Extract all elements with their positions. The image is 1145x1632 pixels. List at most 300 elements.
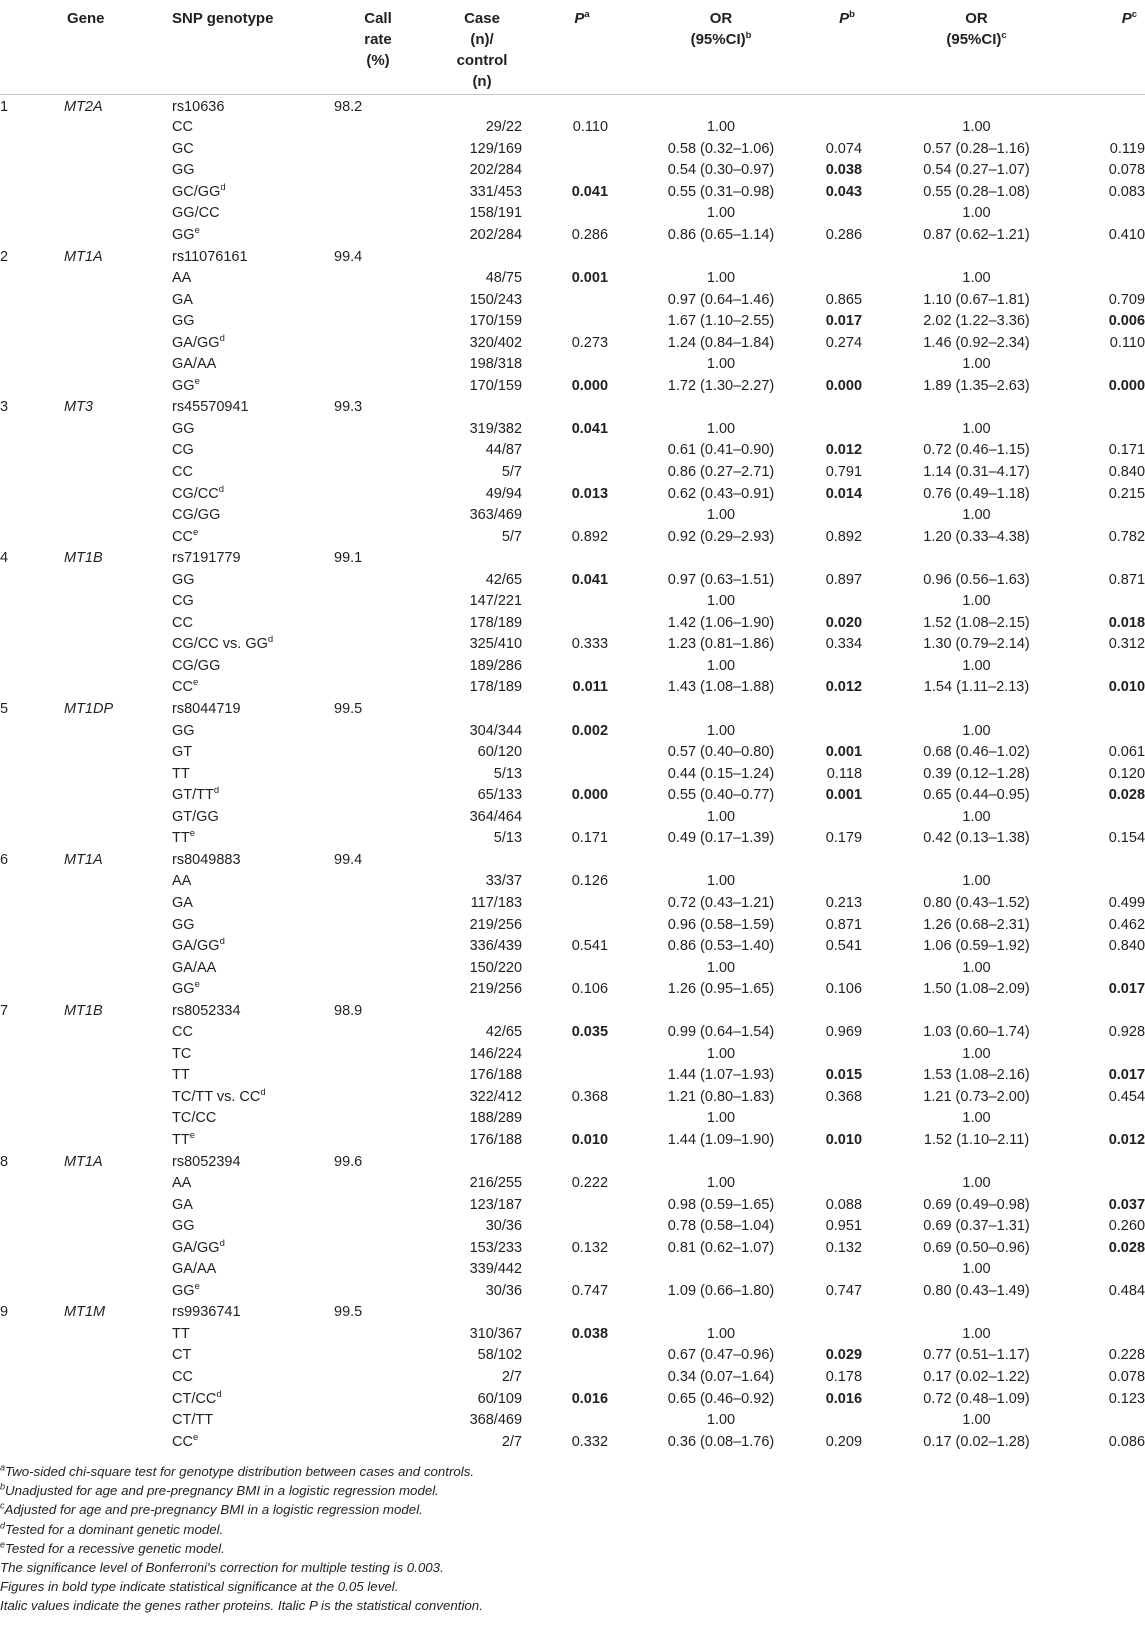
cell-p-a: 0.010 (571, 1131, 609, 1148)
cell-or-unadjusted: 0.97 (0.64–1.46) (667, 291, 775, 308)
cell-or-unadjusted: 1.00 (706, 1110, 736, 1127)
cell-p-a: 0.002 (571, 722, 609, 739)
cell-number (0, 1194, 60, 1216)
cell-p-a (538, 591, 626, 613)
table-row (0, 828, 1145, 850)
table-row (0, 1366, 1145, 1388)
cell-or-unadjusted: 1.00 (706, 119, 736, 136)
cell-call-rate (330, 978, 426, 1000)
cell-snp-genotype: TC/CC (172, 1110, 217, 1127)
header-or-unadjusted: OR $(95\%CI)^b$ (626, 0, 816, 94)
table-row (0, 181, 1145, 203)
cell-snp-genotype: TC (172, 1045, 192, 1062)
table-row (0, 504, 1145, 526)
footnote: $^b$Unadjusted for age and pre-pregnancy BMI in a logistic regression model. (0, 1481, 439, 1499)
cell-or-unadjusted: 0.55 (0.40–0.77) (667, 787, 775, 804)
footnote-marker: e (194, 1280, 200, 1292)
cell-snp-genotype: TT (172, 1325, 190, 1342)
cell-number: 1 (0, 98, 9, 115)
cell-number (0, 1388, 60, 1410)
cell-snp-genotype: $GG^e$ (172, 979, 200, 998)
cell-or-adjusted (878, 94, 1075, 117)
footnote-marker: b (0, 1481, 6, 1492)
cell-case-control: 322/412 (469, 1088, 523, 1105)
cell-p-b: 0.016 (825, 1390, 863, 1407)
cell-or-unadjusted: 1.00 (706, 420, 736, 437)
cell-case-control: 202/284 (469, 227, 523, 243)
cell-p-c: 0.083 (1108, 183, 1145, 200)
cell-p-a (538, 741, 626, 763)
cell-p-c: 0.061 (1108, 744, 1145, 761)
cell-snp-genotype: CG (172, 442, 194, 459)
cell-p-c: 0.454 (1108, 1088, 1145, 1105)
cell-p-c: 0.078 (1108, 1368, 1145, 1385)
cell-call-rate (330, 677, 426, 699)
cell-p-b: 0.020 (825, 614, 863, 631)
cell-snp-genotype: CC (172, 1024, 193, 1041)
cell-p-c (1075, 849, 1145, 871)
cell-gene (60, 720, 168, 742)
cell-snp-genotype: CC (172, 614, 193, 631)
cell-or-unadjusted (626, 397, 816, 419)
cell-snp-genotype: GG (172, 722, 195, 739)
cell-number (0, 1258, 60, 1280)
cell-or-unadjusted (626, 1151, 816, 1173)
cell-case-control: 319/382 (469, 420, 523, 437)
cell-case-control: 147/221 (469, 593, 523, 610)
cell-call-rate (330, 160, 426, 182)
cell-gene (60, 957, 168, 979)
cell-p-a (538, 203, 626, 225)
cell-snp-genotype: GG/CC (172, 205, 220, 222)
cell-p-b: 0.012 (825, 679, 863, 696)
cell-or-unadjusted (626, 1302, 816, 1324)
cell-snp-genotype: CC (172, 464, 193, 481)
table-row (0, 569, 1145, 591)
cell-case-control: 30/36 (485, 1282, 523, 1299)
cell-or-adjusted: 1.00 (962, 1261, 991, 1278)
cell-p-a: 0.106 (571, 981, 609, 998)
cell-call-rate (330, 203, 426, 225)
cell-number (0, 1280, 60, 1302)
cell-number (0, 1086, 60, 1108)
cell-or-unadjusted: 0.99 (0.64–1.54) (667, 1024, 775, 1041)
cell-call-rate (330, 526, 426, 548)
footnote: $^a$Two-sided chi-square test for genotype distribution between cases and controls. (0, 1462, 475, 1479)
cell-case-control: 339/442 (469, 1261, 523, 1278)
footnote: Figures in bold type indicate statistical significance at the 0.05 level. (0, 1579, 399, 1595)
cell-or-unadjusted (626, 1258, 816, 1280)
table-row (0, 1258, 1145, 1280)
cell-gene (60, 892, 168, 914)
cell-p-c: 0.709 (1108, 291, 1145, 308)
cell-number: 3 (0, 399, 9, 416)
cell-case-control: 320/402 (469, 334, 523, 351)
cell-or-adjusted (878, 397, 1075, 419)
cell-p-c (1075, 1172, 1145, 1194)
cell-p-c: 0.086 (1108, 1433, 1145, 1450)
cell-gene (60, 612, 168, 634)
cell-snp-genotype: CG (172, 593, 194, 610)
cell-p-b (816, 246, 878, 268)
cell-or-adjusted (878, 1000, 1075, 1022)
cell-case-control: 42/65 (485, 571, 523, 588)
cell-number (0, 806, 60, 828)
cell-p-c (1075, 591, 1145, 613)
table-row (0, 591, 1145, 613)
cell-gene: MT1A (64, 851, 103, 868)
cell-or-unadjusted: 1.09 (0.66–1.80) (667, 1282, 775, 1299)
cell-p-b (816, 655, 878, 677)
cell-snp-genotype: GG (172, 313, 195, 330)
cell-p-c: 0.871 (1108, 571, 1145, 588)
cell-p-c: 0.928 (1108, 1024, 1145, 1041)
cell-p-a: 0.000 (571, 377, 609, 394)
cell-p-a (538, 957, 626, 979)
cell-gene (60, 871, 168, 893)
cell-case-control: 170/159 (469, 313, 523, 330)
cell-p-b: 0.334 (825, 636, 863, 653)
table-row (0, 1237, 1145, 1259)
cell-call-rate (330, 1043, 426, 1065)
cell-p-a (538, 289, 626, 311)
cell-or-adjusted: 1.20 (0.33–4.38) (923, 528, 1030, 545)
cell-p-a (538, 849, 626, 871)
cell-gene (60, 224, 168, 246)
cell-number (0, 267, 60, 289)
cell-call-rate (330, 591, 426, 613)
cell-p-c (1075, 246, 1145, 268)
footnote-marker: d (0, 1520, 6, 1531)
cell-p-b (816, 1302, 878, 1324)
cell-number: 7 (0, 1002, 9, 1019)
table-row (0, 1302, 1145, 1324)
cell-number (0, 957, 60, 979)
cell-call-rate (330, 138, 426, 160)
cell-call-rate (330, 1021, 426, 1043)
table-row (0, 634, 1145, 656)
cell-or-adjusted: 2.02 (1.22–3.36) (923, 313, 1030, 330)
cell-p-a: 0.126 (571, 873, 609, 890)
cell-p-a: 0.332 (571, 1433, 609, 1450)
cell-number (0, 612, 60, 634)
cell-or-unadjusted: 0.86 (0.27–2.71) (667, 464, 775, 481)
cell-p-b: 0.038 (825, 162, 863, 179)
cell-or-adjusted: 0.80 (0.43–1.49) (923, 1282, 1030, 1299)
cell-snp-genotype: GA/AA (172, 959, 217, 976)
cell-or-unadjusted: 1.00 (706, 1412, 736, 1429)
cell-or-adjusted: 0.69 (0.50–0.96) (923, 1239, 1030, 1256)
cell-call-rate (330, 957, 426, 979)
table-row (0, 332, 1145, 354)
cell-snp-genotype: GA (172, 894, 193, 911)
cell-or-adjusted: 1.00 (962, 420, 991, 437)
table-row (0, 1065, 1145, 1087)
cell-case-control: 189/286 (469, 657, 523, 674)
table-row (0, 784, 1145, 806)
cell-case-control: 60/109 (477, 1390, 523, 1407)
cell-number (0, 784, 60, 806)
cell-number (0, 1108, 60, 1130)
table-row (0, 1000, 1145, 1022)
cell-p-b: 0.286 (825, 227, 863, 243)
cell-p-a: 0.013 (571, 485, 609, 502)
cell-call-rate (330, 1366, 426, 1388)
cell-or-adjusted: 1.53 (1.08–2.16) (923, 1067, 1030, 1084)
cell-p-b: 0.001 (825, 787, 863, 804)
cell-call-rate (330, 935, 426, 957)
cell-call-rate (330, 181, 426, 203)
cell-call-rate: 99.5 (334, 1304, 363, 1321)
cell-number (0, 354, 60, 376)
cell-or-adjusted: 1.00 (962, 1175, 991, 1192)
table-row (0, 1021, 1145, 1043)
cell-number: 8 (0, 1153, 9, 1170)
cell-or-unadjusted: 0.54 (0.30–0.97) (667, 162, 775, 179)
cell-case-control: 60/120 (477, 744, 523, 761)
cell-snp-genotype: GA (172, 291, 193, 308)
cell-or-adjusted: 0.68 (0.46–1.02) (923, 744, 1030, 761)
cell-call-rate (330, 504, 426, 526)
footnote-marker: e (192, 1431, 199, 1443)
cell-snp-genotype: $GG^e$ (172, 225, 200, 243)
cell-p-a (538, 892, 626, 914)
cell-or-adjusted: 1.00 (962, 722, 991, 739)
cell-snp-genotype: $GG^e$ (172, 376, 200, 394)
cell-p-c (1075, 1000, 1145, 1022)
cell-call-rate (330, 267, 426, 289)
table-row (0, 612, 1145, 634)
cell-p-a: 0.110 (572, 119, 609, 136)
cell-number (0, 1215, 60, 1237)
table-header (0, 0, 1145, 94)
cell-p-a: 0.041 (571, 183, 609, 200)
cell-case-control: 29/22 (485, 119, 523, 136)
footnote-marker: a (0, 1462, 6, 1473)
cell-number: 5 (0, 701, 9, 718)
footnote: $^d$Tested for a dominant genetic model. (0, 1520, 224, 1537)
cell-or-adjusted: 0.72 (0.48–1.09) (923, 1390, 1030, 1407)
cell-case-control: 310/367 (469, 1325, 523, 1342)
cell-p-b: 0.209 (825, 1433, 863, 1450)
table-row (0, 1151, 1145, 1173)
cell-call-rate (330, 1215, 426, 1237)
cell-p-b (816, 94, 878, 117)
cell-case-control: 363/469 (469, 507, 523, 524)
cell-or-adjusted: 0.57 (0.28–1.16) (923, 140, 1030, 157)
cell-p-a (538, 914, 626, 936)
cell-p-b: 0.074 (825, 140, 863, 157)
cell-p-c (1075, 94, 1145, 117)
footnote-marker: e (192, 526, 199, 538)
cell-case-control: 146/224 (469, 1045, 523, 1062)
cell-call-rate (330, 418, 426, 440)
cell-gene (60, 569, 168, 591)
cell-snp-genotype: rs9936741 (172, 1304, 241, 1321)
cell-gene (60, 354, 168, 376)
cell-or-unadjusted: 1.67 (1.10–2.55) (667, 313, 775, 330)
cell-p-b: 0.043 (825, 183, 863, 200)
cell-or-adjusted: 1.00 (962, 356, 991, 373)
cell-or-unadjusted: 1.00 (706, 657, 736, 674)
cell-number (0, 741, 60, 763)
cell-p-a: 0.222 (571, 1175, 609, 1192)
cell-call-rate (330, 332, 426, 354)
cell-case-control (426, 698, 538, 720)
cell-snp-genotype: CT (172, 1347, 192, 1364)
cell-case-control (426, 849, 538, 871)
cell-p-a (538, 354, 626, 376)
cell-gene (60, 526, 168, 548)
table-row (0, 267, 1145, 289)
cell-number (0, 418, 60, 440)
cell-or-adjusted: 0.17 (0.02–1.22) (923, 1368, 1030, 1385)
cell-or-unadjusted: 1.21 (0.80–1.83) (667, 1088, 775, 1105)
cell-call-rate: 99.4 (334, 851, 363, 868)
cell-snp-genotype: GA/AA (172, 1261, 217, 1278)
cell-or-unadjusted: 0.57 (0.40–0.80) (667, 744, 775, 761)
cell-p-c (1075, 267, 1145, 289)
cell-case-control: 129/169 (469, 140, 523, 157)
cell-or-adjusted: 1.30 (0.79–2.14) (923, 636, 1030, 653)
table-row (0, 94, 1145, 117)
cell-p-c (1075, 698, 1145, 720)
cell-case-control: 123/187 (469, 1196, 523, 1213)
cell-p-a (538, 1345, 626, 1367)
cell-gene (60, 461, 168, 483)
cell-p-b: 0.017 (825, 313, 863, 330)
cell-call-rate (330, 1129, 426, 1151)
cell-call-rate (330, 569, 426, 591)
cell-number (0, 569, 60, 591)
cell-call-rate (330, 1258, 426, 1280)
cell-case-control: 30/36 (485, 1218, 523, 1235)
cell-gene (60, 203, 168, 225)
cell-p-b: 0.541 (825, 938, 863, 955)
cell-p-b: 0.106 (825, 981, 863, 998)
cell-call-rate: 99.5 (334, 701, 363, 718)
cell-case-control: 48/75 (485, 270, 523, 287)
cell-p-b (816, 354, 878, 376)
table-row (0, 1108, 1145, 1130)
table-row (0, 914, 1145, 936)
cell-or-adjusted: 1.00 (962, 657, 991, 674)
cell-or-adjusted: 0.69 (0.49–0.98) (923, 1196, 1030, 1213)
cell-gene (60, 375, 168, 397)
table-row (0, 849, 1145, 871)
cell-gene: MT1B (64, 550, 103, 567)
cell-call-rate (330, 806, 426, 828)
cell-or-unadjusted: 1.72 (1.30–2.27) (667, 377, 775, 394)
cell-call-rate (330, 483, 426, 505)
cell-or-unadjusted: 0.55 (0.31–0.98) (667, 183, 775, 200)
cell-snp-genotype: GG (172, 162, 195, 179)
cell-snp-genotype: GA (172, 1196, 193, 1213)
cell-p-a: 0.171 (571, 830, 609, 847)
table-row (0, 483, 1145, 505)
cell-snp-genotype: GG (172, 916, 195, 933)
cell-snp-genotype: AA (172, 873, 192, 890)
cell-or-unadjusted: 1.24 (0.84–1.84) (667, 334, 775, 351)
cell-number (0, 828, 60, 850)
cell-or-adjusted: 1.14 (0.31–4.17) (923, 464, 1030, 481)
cell-or-unadjusted: 1.00 (706, 205, 736, 222)
cell-or-adjusted (878, 849, 1075, 871)
cell-p-a (538, 504, 626, 526)
table-row (0, 354, 1145, 376)
cell-or-unadjusted: 1.44 (1.07–1.93) (667, 1067, 775, 1084)
cell-or-adjusted: 1.00 (962, 205, 991, 222)
cell-gene (60, 418, 168, 440)
cell-gene: MT1A (64, 248, 103, 265)
cell-p-b: 0.029 (825, 1347, 863, 1364)
cell-p-b: 0.001 (825, 744, 863, 761)
footnote-marker: d (216, 1388, 222, 1400)
table-row (0, 978, 1145, 1000)
table-row (0, 698, 1145, 720)
table-row (0, 203, 1145, 225)
cell-number (0, 1172, 60, 1194)
table-row (0, 1431, 1145, 1453)
cell-gene: MT1B (64, 1002, 103, 1019)
cell-call-rate (330, 289, 426, 311)
cell-gene (60, 741, 168, 763)
cell-or-unadjusted: 0.97 (0.63–1.51) (667, 571, 775, 588)
cell-or-adjusted: 1.00 (962, 593, 991, 610)
cell-snp-genotype: $TT^e$ (172, 1130, 196, 1148)
header-p-b: $P^b$ (816, 0, 878, 94)
cell-case-control (426, 1000, 538, 1022)
cell-snp-genotype: rs45570941 (172, 399, 249, 416)
cell-or-unadjusted: 0.67 (0.47–0.96) (667, 1347, 775, 1364)
cell-p-a: 0.000 (571, 787, 609, 804)
cell-gene (60, 978, 168, 1000)
cell-case-control: 178/189 (469, 614, 523, 631)
cell-or-adjusted: 1.00 (962, 873, 991, 890)
footnote: $^c$Adjusted for age and pre-pregnancy BMI in a logistic regression model. (0, 1500, 423, 1518)
cell-call-rate (330, 1108, 426, 1130)
cell-or-adjusted: 1.00 (962, 270, 991, 287)
table-row (0, 1194, 1145, 1216)
cell-gene (60, 763, 168, 785)
cell-or-unadjusted: 1.00 (706, 722, 736, 739)
cell-number (0, 978, 60, 1000)
cell-case-control: 33/37 (485, 873, 523, 890)
cell-p-c: 0.028 (1108, 1239, 1145, 1256)
cell-call-rate (330, 914, 426, 936)
cell-snp-genotype: CT/TT (172, 1412, 214, 1429)
cell-call-rate: 98.9 (334, 1002, 363, 1019)
cell-case-control: 5/13 (493, 830, 523, 847)
cell-or-adjusted: 1.54 (1.11–2.13) (923, 679, 1030, 696)
footnote-marker: e (194, 225, 200, 237)
cell-case-control: 216/255 (469, 1175, 523, 1192)
cell-snp-genotype: rs11076161 (172, 248, 248, 265)
cell-p-a: 0.333 (571, 636, 609, 653)
cell-or-unadjusted: 0.34 (0.07–1.64) (667, 1368, 775, 1385)
cell-number (0, 461, 60, 483)
cell-call-rate (330, 763, 426, 785)
footnote: $^e$Tested for a recessive genetic model. (0, 1539, 225, 1556)
cell-p-b (816, 849, 878, 871)
cell-call-rate (330, 224, 426, 246)
cell-p-a (538, 1108, 626, 1130)
cell-snp-genotype: CCe (172, 526, 199, 545)
cell-or-unadjusted: 1.26 (0.95–1.65) (667, 981, 775, 998)
cell-gene (60, 289, 168, 311)
cell-p-c: 0.078 (1108, 162, 1145, 179)
cell-number (0, 375, 60, 397)
